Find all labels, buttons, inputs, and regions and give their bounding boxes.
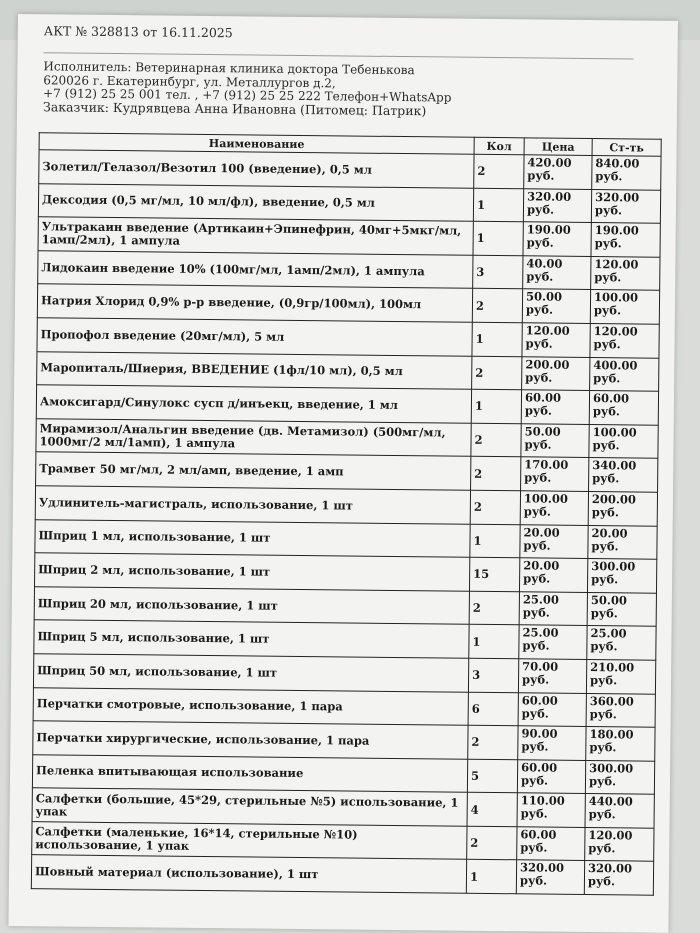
item-total: 180.00 руб. bbox=[586, 727, 655, 761]
item-price: 100.00 руб. bbox=[520, 491, 588, 525]
item-qty: 1 bbox=[470, 524, 520, 558]
item-price: 40.00 руб. bbox=[523, 256, 591, 290]
table-body bbox=[31, 150, 661, 896]
item-name: Шовный материал (использование), 1 шт bbox=[31, 855, 466, 893]
item-price: 20.00 руб. bbox=[519, 558, 587, 592]
item-qty: 2 bbox=[472, 289, 522, 323]
item-total: 100.00 руб. bbox=[590, 290, 659, 324]
item-name: Ультракаин введение (Артикаин+Эпинефрин, 40мг+5мкг/мл, 1амп/2мл), 1 ампула bbox=[38, 217, 473, 255]
item-qty: 1 bbox=[471, 389, 521, 423]
item-name: Шприц 2 мл, использование, 1 шт bbox=[35, 553, 470, 591]
item-qty: 2 bbox=[474, 154, 524, 188]
services-table bbox=[31, 132, 662, 896]
item-name: Шприц 50 мл, использование, 1 шт bbox=[33, 654, 468, 692]
item-qty: 4 bbox=[467, 793, 517, 827]
item-qty: 2 bbox=[471, 423, 521, 457]
item-price: 25.00 руб. bbox=[519, 625, 587, 659]
item-total: 440.00 руб. bbox=[585, 794, 654, 828]
item-total: 300.00 руб. bbox=[587, 559, 656, 593]
item-total: 320.00 руб. bbox=[591, 189, 660, 223]
item-qty: 2 bbox=[468, 725, 518, 759]
item-name: Шприц 5 мл, использование, 1 шт bbox=[34, 620, 469, 658]
item-qty: 1 bbox=[466, 860, 516, 894]
item-qty: 1 bbox=[469, 625, 519, 659]
item-total: 320.00 руб. bbox=[584, 861, 653, 895]
item-price: 25.00 руб. bbox=[519, 592, 587, 626]
invoice-sheet bbox=[8, 14, 678, 933]
column-header-name: Наименование bbox=[39, 133, 474, 155]
item-name: Пропофол введение (20мг/мл), 5 мл bbox=[37, 318, 472, 356]
item-qty: 3 bbox=[468, 658, 518, 692]
item-qty: 2 bbox=[472, 356, 522, 390]
item-price: 170.00 руб. bbox=[521, 457, 589, 491]
item-qty: 1 bbox=[473, 188, 523, 222]
customer-line: Заказчик: Кудрявцева Анна Ивановна (Питомец: Патрик) bbox=[42, 99, 427, 119]
item-name: Лидокаин введение 10% (100мг/мл, 1амп/2мл), 1 ампула bbox=[38, 251, 473, 289]
item-total: 20.00 руб. bbox=[588, 525, 657, 559]
column-header-total: Ст-ть bbox=[592, 139, 661, 157]
item-name: Перчатки хирургические, использование, 1 пара bbox=[33, 721, 468, 759]
column-header-price: Цена bbox=[524, 138, 592, 156]
item-name: Пеленка впитывающая использование bbox=[32, 754, 467, 792]
item-qty: 3 bbox=[473, 255, 523, 289]
item-qty: 2 bbox=[471, 457, 521, 491]
item-total: 340.00 руб. bbox=[589, 458, 658, 492]
item-price: 70.00 руб. bbox=[518, 659, 586, 693]
item-price: 60.00 руб. bbox=[517, 759, 585, 793]
phones-line: +7 (912) 25 25 001 тел. , +7 (912) 25 25 222 Телефон+WhatsApp bbox=[43, 86, 452, 105]
item-price: 320.00 руб. bbox=[523, 188, 591, 222]
item-name: Шприц 20 мл, использование, 1 шт bbox=[34, 586, 469, 624]
item-qty: 5 bbox=[467, 759, 517, 793]
item-price: 60.00 руб. bbox=[518, 692, 586, 726]
item-total: 360.00 руб. bbox=[586, 693, 655, 727]
item-name: Золетил/Телазол/Везотил 100 (введение), 0,5 мл bbox=[39, 150, 474, 188]
column-header-qty: Кол bbox=[474, 137, 524, 155]
item-qty: 1 bbox=[472, 322, 522, 356]
item-price: 50.00 руб. bbox=[522, 289, 590, 323]
item-total: 120.00 руб. bbox=[585, 827, 654, 861]
item-total: 400.00 руб. bbox=[590, 357, 659, 391]
item-total: 60.00 руб. bbox=[589, 391, 658, 425]
item-price: 420.00 руб. bbox=[524, 155, 592, 189]
item-price: 50.00 руб. bbox=[521, 424, 589, 458]
table-row bbox=[31, 855, 653, 895]
item-total: 120.00 руб. bbox=[590, 323, 659, 357]
item-price: 90.00 руб. bbox=[518, 726, 586, 760]
item-price: 20.00 руб. bbox=[520, 524, 588, 558]
item-total: 840.00 руб. bbox=[592, 156, 661, 190]
item-price: 60.00 руб. bbox=[521, 390, 589, 424]
item-total: 25.00 руб. bbox=[587, 626, 656, 660]
item-price: 120.00 руб. bbox=[522, 323, 590, 357]
item-total: 50.00 руб. bbox=[587, 592, 656, 626]
executor-line: Исполнитель: Ветеринарная клиника доктора Тебенькова bbox=[43, 59, 415, 78]
item-name: Удлинитель-магистраль, использование, 1 шт bbox=[35, 486, 470, 524]
item-qty: 1 bbox=[473, 221, 523, 255]
item-name: Шприц 1 мл, использование, 1 шт bbox=[35, 519, 470, 557]
item-name: Салфетки (большие, 45*29, стерильные №5) использование, 1 упак bbox=[32, 788, 467, 826]
item-name: Мирамизол/Анальгин введение (дв. Метамизол) (500мг/мл, 1000мг/2 мл/1амп), 1 ампула bbox=[36, 418, 471, 456]
item-qty: 2 bbox=[469, 591, 519, 625]
item-qty: 2 bbox=[467, 826, 517, 860]
item-qty: 15 bbox=[469, 557, 519, 591]
item-name: Перчатки смотровые, использование, 1 пара bbox=[33, 687, 468, 725]
item-total: 100.00 руб. bbox=[589, 424, 658, 458]
item-price: 110.00 руб. bbox=[517, 793, 585, 827]
item-total: 300.00 руб. bbox=[585, 760, 654, 794]
item-price: 320.00 руб. bbox=[516, 860, 584, 894]
item-price: 200.00 руб. bbox=[522, 356, 590, 390]
item-name: Маропиталь/Шиерия, ВВЕДЕНИЕ (1фл/10 мл), 0,5 мл bbox=[37, 351, 472, 389]
item-name: Дексодия (0,5 мг/мл, 10 мл/фл), введение, 0,5 мл bbox=[38, 183, 473, 221]
item-name: Салфетки (маленькие, 16*14, стерильные №10) использование, 1 упак bbox=[32, 822, 467, 860]
item-name: Натрия Хлорид 0,9% р-р введение, (0,9гр/100мл), 100мл bbox=[37, 284, 472, 322]
item-qty: 6 bbox=[468, 692, 518, 726]
item-total: 200.00 руб. bbox=[588, 491, 657, 525]
item-price: 190.00 руб. bbox=[523, 222, 591, 256]
item-qty: 2 bbox=[470, 490, 520, 524]
item-name: Амоксигард/Синулокс сусп д/инъекц, введение, 1 мл bbox=[36, 385, 471, 423]
item-name: Трамвет 50 мг/мл, 2 мл/амп, введение, 1 амп bbox=[36, 452, 471, 490]
item-total: 190.00 руб. bbox=[591, 223, 660, 257]
header-divider bbox=[44, 52, 634, 59]
item-total: 120.00 руб. bbox=[591, 256, 660, 290]
item-total: 210.00 руб. bbox=[586, 659, 655, 693]
item-price: 60.00 руб. bbox=[517, 827, 585, 861]
act-number: АКТ № 328813 от 16.11.2025 bbox=[43, 23, 233, 41]
address-line: 620026 г. Екатеринбург, ул. Металлургов д.2, bbox=[43, 73, 336, 91]
